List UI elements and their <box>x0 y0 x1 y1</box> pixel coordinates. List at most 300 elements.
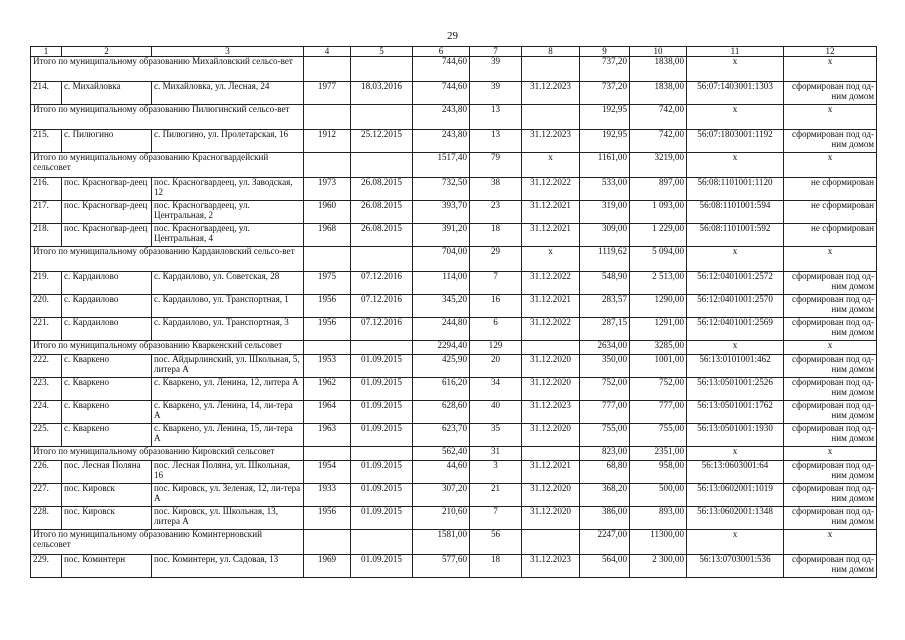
subtotal-row <box>31 153 877 178</box>
resettlement-deadline: 31.12.2023 <box>522 555 580 578</box>
recognition-date: 01.09.2015 <box>351 401 413 424</box>
table-row <box>31 272 877 295</box>
resettlement-cost: 500,00 <box>630 484 687 507</box>
row-number: 226. <box>31 461 62 484</box>
year-built: 1962 <box>304 378 351 401</box>
subtotal-deadline: x <box>522 247 580 272</box>
table-row <box>31 355 877 378</box>
building-address: с. Пилюгино, ул. Пролетарская, 16 <box>152 130 304 153</box>
table-row <box>31 401 877 424</box>
residents-count: 7 <box>470 272 522 295</box>
subtotal-status: x <box>784 247 877 272</box>
building-address: с. Кардаилово, ул. Транспортная, 3 <box>152 318 304 341</box>
settlement-name: с. Кваркено <box>62 355 152 378</box>
building-address: с. Кардаилово, ул. Транспортная, 1 <box>152 295 304 318</box>
resettlement-area: 564,00 <box>580 555 630 578</box>
cadastral-number: 56:12:0401001:2569 <box>687 318 784 341</box>
resettlement-cost: 1291,00 <box>630 318 687 341</box>
building-address: с. Михайловка, ул. Лесная, 24 <box>152 82 304 105</box>
total-area: 210,60 <box>413 507 470 530</box>
empty-cell <box>304 247 351 272</box>
building-address: пос. Красногвардеец, ул. Центральная, 4 <box>152 224 304 247</box>
residents-count: 38 <box>470 178 522 201</box>
subtotal-cost: 11300,00 <box>630 530 687 555</box>
row-number: 227. <box>31 484 62 507</box>
subtotal-cadastral: x <box>687 153 784 178</box>
settlement-name: пос. Красногвар-деец <box>62 201 152 224</box>
table-row <box>31 130 877 153</box>
resettlement-area: 319,00 <box>580 201 630 224</box>
year-built: 1963 <box>304 424 351 447</box>
building-address: с. Кваркено, ул. Ленина, 12, литера А <box>152 378 304 401</box>
subtotal-cadastral: x <box>687 57 784 82</box>
subtotal-people: 129 <box>470 341 522 355</box>
total-area: 307,20 <box>413 484 470 507</box>
subtotal-row <box>31 57 877 82</box>
row-number: 219. <box>31 272 62 295</box>
recognition-date: 26.08.2015 <box>351 201 413 224</box>
table-row <box>31 295 877 318</box>
resettlement-area: 309,00 <box>580 224 630 247</box>
total-area: 391,20 <box>413 224 470 247</box>
resettlement-area: 386,00 <box>580 507 630 530</box>
table-row <box>31 82 877 105</box>
subtotal-row <box>31 341 877 355</box>
settlement-name: с. Кардаилово <box>62 318 152 341</box>
year-built: 1956 <box>304 318 351 341</box>
subtotal-deadline <box>522 57 580 82</box>
subtotal-area: 744,60 <box>413 57 470 82</box>
building-address: пос. Кировск, ул. Зеленая, 12, ли-тера А <box>152 484 304 507</box>
subtotal-area2: 2634,00 <box>580 341 630 355</box>
settlement-name: с. Михайловка <box>62 82 152 105</box>
empty-cell <box>304 530 351 555</box>
building-address: пос. Красногвардеец, ул. Заводская, 12 <box>152 178 304 201</box>
cadastral-number: 56:07:1403001:1303 <box>687 82 784 105</box>
resettlement-deadline: 31.12.2020 <box>522 378 580 401</box>
subtotal-cost: 2351,00 <box>630 447 687 461</box>
land-plot-status: не сформирован <box>784 201 877 224</box>
table-row <box>31 178 877 201</box>
total-area: 732,50 <box>413 178 470 201</box>
settlement-name: пос. Кировск <box>62 507 152 530</box>
year-built: 1973 <box>304 178 351 201</box>
resettlement-deadline: 31.12.2020 <box>522 424 580 447</box>
land-plot-status: сформирован под од-ним домом <box>784 272 877 295</box>
year-built: 1960 <box>304 201 351 224</box>
cadastral-number: 56:13:0501001:1930 <box>687 424 784 447</box>
subtotal-area2: 737,20 <box>580 57 630 82</box>
land-plot-status: сформирован под од-ним домом <box>784 130 877 153</box>
resettlement-cost: 2 300,00 <box>630 555 687 578</box>
recognition-date: 01.09.2015 <box>351 378 413 401</box>
recognition-date: 25.12.2015 <box>351 130 413 153</box>
empty-cell <box>304 153 351 178</box>
resettlement-cost: 958,00 <box>630 461 687 484</box>
cadastral-number: 56:08:1101001:594 <box>687 201 784 224</box>
resettlement-deadline: 31.12.2021 <box>522 461 580 484</box>
column-header: 10 <box>630 47 687 57</box>
year-built: 1969 <box>304 555 351 578</box>
land-plot-status: не сформирован <box>784 178 877 201</box>
year-built: 1964 <box>304 401 351 424</box>
subtotal-cost: 5 094,00 <box>630 247 687 272</box>
resettlement-area: 777,00 <box>580 401 630 424</box>
subtotal-cadastral: x <box>687 105 784 130</box>
empty-cell <box>304 105 351 130</box>
subtotal-deadline: x <box>522 153 580 178</box>
empty-cell <box>304 341 351 355</box>
residents-count: 23 <box>470 201 522 224</box>
residents-count: 20 <box>470 355 522 378</box>
subtotal-people: 56 <box>470 530 522 555</box>
table-row <box>31 318 877 341</box>
table-row <box>31 224 877 247</box>
resettlement-cost: 2 513,00 <box>630 272 687 295</box>
resettlement-cost: 752,00 <box>630 378 687 401</box>
row-number: 220. <box>31 295 62 318</box>
table-row <box>31 461 877 484</box>
row-number: 214. <box>31 82 62 105</box>
row-number: 228. <box>31 507 62 530</box>
resettlement-cost: 742,00 <box>630 130 687 153</box>
building-address: пос. Айдырлинский, ул. Школьная, 5, литера А <box>152 355 304 378</box>
subtotal-people: 29 <box>470 247 522 272</box>
resettlement-area: 283,57 <box>580 295 630 318</box>
residents-count: 34 <box>470 378 522 401</box>
cadastral-number: 56:13:0703001:536 <box>687 555 784 578</box>
resettlement-area: 533,00 <box>580 178 630 201</box>
column-header: 2 <box>62 47 152 57</box>
recognition-date: 07.12.2016 <box>351 295 413 318</box>
land-plot-status: сформирован под од-ним домом <box>784 461 877 484</box>
row-number: 221. <box>31 318 62 341</box>
total-area: 744,60 <box>413 82 470 105</box>
total-area: 393,70 <box>413 201 470 224</box>
cadastral-number: 56:13:0603001:64 <box>687 461 784 484</box>
land-plot-status: сформирован под од-ним домом <box>784 295 877 318</box>
page-number: 29 <box>447 30 458 42</box>
recognition-date: 01.09.2015 <box>351 484 413 507</box>
cadastral-number: 56:12:0401001:2572 <box>687 272 784 295</box>
resettlement-cost: 1 093,00 <box>630 201 687 224</box>
total-area: 628,60 <box>413 401 470 424</box>
empty-cell <box>351 105 413 130</box>
subtotal-deadline <box>522 447 580 461</box>
building-address: пос. Красногвардеец, ул. Центральная, 2 <box>152 201 304 224</box>
column-header: 3 <box>152 47 304 57</box>
subtotal-people: 79 <box>470 153 522 178</box>
table-body <box>31 57 877 578</box>
year-built: 1977 <box>304 82 351 105</box>
total-area: 114,00 <box>413 272 470 295</box>
subtotal-cadastral: x <box>687 447 784 461</box>
residents-count: 21 <box>470 484 522 507</box>
subtotal-area2: 1161,00 <box>580 153 630 178</box>
settlement-name: с. Кваркено <box>62 378 152 401</box>
column-header: 7 <box>470 47 522 57</box>
total-area: 345,20 <box>413 295 470 318</box>
subtotal-cost: 742,00 <box>630 105 687 130</box>
resettlement-area: 752,00 <box>580 378 630 401</box>
total-area: 244,80 <box>413 318 470 341</box>
cadastral-number: 56:08:1101001:592 <box>687 224 784 247</box>
subtotal-deadline <box>522 341 580 355</box>
recognition-date: 01.09.2015 <box>351 424 413 447</box>
settlement-name: с. Пилюгино <box>62 130 152 153</box>
resettlement-area: 350,00 <box>580 355 630 378</box>
resettlement-deadline: 31.12.2021 <box>522 224 580 247</box>
subtotal-status: x <box>784 447 877 461</box>
year-built: 1956 <box>304 507 351 530</box>
subtotal-area: 243,80 <box>413 105 470 130</box>
resettlement-deadline: 31.12.2022 <box>522 178 580 201</box>
resettlement-deadline: 31.12.2020 <box>522 484 580 507</box>
building-address: пос. Лесная Поляна, ул. Школьная, 16 <box>152 461 304 484</box>
subtotal-people: 13 <box>470 105 522 130</box>
land-plot-status: сформирован под од-ним домом <box>784 401 877 424</box>
cadastral-number: 56:13:0602001:1348 <box>687 507 784 530</box>
cadastral-number: 56:13:0501001:1762 <box>687 401 784 424</box>
resettlement-deadline: 31.12.2022 <box>522 318 580 341</box>
cadastral-number: 56:08:1101001:1120 <box>687 178 784 201</box>
total-area: 616,20 <box>413 378 470 401</box>
column-header: 4 <box>304 47 351 57</box>
residents-count: 6 <box>470 318 522 341</box>
settlement-name: с. Кваркено <box>62 424 152 447</box>
empty-cell <box>351 341 413 355</box>
land-plot-status: сформирован под од-ним домом <box>784 378 877 401</box>
subtotal-deadline <box>522 105 580 130</box>
column-header: 5 <box>351 47 413 57</box>
row-number: 225. <box>31 424 62 447</box>
cadastral-number: 56:12:0401001:2570 <box>687 295 784 318</box>
resettlement-area: 737,20 <box>580 82 630 105</box>
settlement-name: с. Кардаилово <box>62 295 152 318</box>
settlement-name: с. Кваркено <box>62 401 152 424</box>
empty-cell <box>351 247 413 272</box>
empty-cell <box>351 153 413 178</box>
subtotal-cadastral: x <box>687 247 784 272</box>
column-header: 11 <box>687 47 784 57</box>
subtotal-label: Итого по муниципальному образованию Коминтерновский сельсовет <box>31 530 304 555</box>
subtotal-label: Итого по муниципальному образованию Кваркенский сельсовет <box>31 341 304 355</box>
resettlement-cost: 1290,00 <box>630 295 687 318</box>
recognition-date: 01.09.2015 <box>351 355 413 378</box>
year-built: 1933 <box>304 484 351 507</box>
subtotal-row <box>31 447 877 461</box>
land-plot-status: сформирован под од-ним домом <box>784 424 877 447</box>
settlement-name: пос. Кировск <box>62 484 152 507</box>
land-plot-status: сформирован под од-ним домом <box>784 82 877 105</box>
residents-count: 35 <box>470 424 522 447</box>
row-number: 217. <box>31 201 62 224</box>
subtotal-area2: 1119,62 <box>580 247 630 272</box>
table-row <box>31 201 877 224</box>
row-number: 218. <box>31 224 62 247</box>
land-plot-status: сформирован под од-ним домом <box>784 555 877 578</box>
land-plot-status: сформирован под од-ним домом <box>784 484 877 507</box>
table-row <box>31 378 877 401</box>
subtotal-cost: 3219,00 <box>630 153 687 178</box>
residents-count: 39 <box>470 82 522 105</box>
empty-cell <box>304 447 351 461</box>
year-built: 1975 <box>304 272 351 295</box>
column-number-row <box>31 47 877 57</box>
building-address: пос. Кировск, ул. Школьная, 13, литера А <box>152 507 304 530</box>
subtotal-status: x <box>784 341 877 355</box>
resettlement-area: 755,00 <box>580 424 630 447</box>
row-number: 215. <box>31 130 62 153</box>
residents-count: 18 <box>470 224 522 247</box>
building-address: с. Кардаилово, ул. Советская, 28 <box>152 272 304 295</box>
resettlement-deadline: 31.12.2021 <box>522 201 580 224</box>
subtotal-cadastral: x <box>687 341 784 355</box>
cadastral-number: 56:13:0101001:462 <box>687 355 784 378</box>
subtotal-area: 562,40 <box>413 447 470 461</box>
cadastral-number: 56:13:0501001:2526 <box>687 378 784 401</box>
total-area: 623,70 <box>413 424 470 447</box>
subtotal-area: 1517,40 <box>413 153 470 178</box>
resettlement-cost: 755,00 <box>630 424 687 447</box>
resettlement-deadline: 31.12.2020 <box>522 355 580 378</box>
land-plot-status: не сформирован <box>784 224 877 247</box>
resettlement-cost: 1 229,00 <box>630 224 687 247</box>
land-plot-status: сформирован под од-ним домом <box>784 318 877 341</box>
subtotal-row <box>31 247 877 272</box>
year-built: 1912 <box>304 130 351 153</box>
subtotal-label: Итого по муниципальному образованию Михайловский сельсо-вет <box>31 57 304 82</box>
subtotal-cost: 3285,00 <box>630 341 687 355</box>
land-plot-status: сформирован под од-ним домом <box>784 355 877 378</box>
subtotal-cadastral: x <box>687 530 784 555</box>
subtotal-area: 2294,40 <box>413 341 470 355</box>
total-area: 577,60 <box>413 555 470 578</box>
resettlement-area: 548,90 <box>580 272 630 295</box>
recognition-date: 01.09.2015 <box>351 507 413 530</box>
subtotal-row <box>31 105 877 130</box>
year-built: 1968 <box>304 224 351 247</box>
subtotal-row <box>31 530 877 555</box>
year-built: 1956 <box>304 295 351 318</box>
row-number: 222. <box>31 355 62 378</box>
total-area: 243,80 <box>413 130 470 153</box>
subtotal-people: 39 <box>470 57 522 82</box>
row-number: 216. <box>31 178 62 201</box>
subtotal-area2: 2247,00 <box>580 530 630 555</box>
resettlement-area: 68,80 <box>580 461 630 484</box>
settlement-name: пос. Коминтерн <box>62 555 152 578</box>
total-area: 425,90 <box>413 355 470 378</box>
residents-count: 7 <box>470 507 522 530</box>
year-built: 1954 <box>304 461 351 484</box>
row-number: 223. <box>31 378 62 401</box>
resettlement-deadline: 31.12.2021 <box>522 295 580 318</box>
resettlement-deadline: 31.12.2020 <box>522 507 580 530</box>
settlement-name: пос. Красногвар-деец <box>62 178 152 201</box>
land-plot-status: сформирован под од-ним домом <box>784 507 877 530</box>
residents-count: 16 <box>470 295 522 318</box>
resettlement-deadline: 31.12.2023 <box>522 401 580 424</box>
recognition-date: 18.03.2016 <box>351 82 413 105</box>
resettlement-area: 192,95 <box>580 130 630 153</box>
subtotal-status: x <box>784 57 877 82</box>
building-address: пос. Коминтерн, ул. Садовая, 13 <box>152 555 304 578</box>
empty-cell <box>351 530 413 555</box>
subtotal-status: x <box>784 105 877 130</box>
cadastral-number: 56:07:1803001:1192 <box>687 130 784 153</box>
table-row <box>31 507 877 530</box>
resettlement-deadline: 31.12.2022 <box>522 272 580 295</box>
cadastral-number: 56:13:0602001:1019 <box>687 484 784 507</box>
table-row <box>31 424 877 447</box>
resettlement-cost: 1001,00 <box>630 355 687 378</box>
subtotal-area: 1581,00 <box>413 530 470 555</box>
resettlement-deadline: 31.12.2023 <box>522 130 580 153</box>
column-header: 8 <box>522 47 580 57</box>
recognition-date: 07.12.2016 <box>351 272 413 295</box>
resettlement-cost: 893,00 <box>630 507 687 530</box>
column-header: 9 <box>580 47 630 57</box>
housing-registry-table <box>30 46 877 578</box>
residents-count: 3 <box>470 461 522 484</box>
column-header: 6 <box>413 47 470 57</box>
subtotal-people: 31 <box>470 447 522 461</box>
residents-count: 18 <box>470 555 522 578</box>
subtotal-deadline <box>522 530 580 555</box>
table-row <box>31 484 877 507</box>
subtotal-status: x <box>784 530 877 555</box>
building-address: с. Кваркено, ул. Ленина, 15, ли-тера А <box>152 424 304 447</box>
resettlement-area: 287,15 <box>580 318 630 341</box>
row-number: 224. <box>31 401 62 424</box>
column-header: 12 <box>784 47 877 57</box>
subtotal-area: 704,00 <box>413 247 470 272</box>
building-address: с. Кваркено, ул. Ленина, 14, ли-тера А <box>152 401 304 424</box>
table-row <box>31 555 877 578</box>
recognition-date: 07.12.2016 <box>351 318 413 341</box>
settlement-name: с. Кардаилово <box>62 272 152 295</box>
recognition-date: 26.08.2015 <box>351 178 413 201</box>
resettlement-cost: 897,00 <box>630 178 687 201</box>
subtotal-cost: 1838,00 <box>630 57 687 82</box>
empty-cell <box>351 447 413 461</box>
total-area: 44,60 <box>413 461 470 484</box>
subtotal-status: x <box>784 153 877 178</box>
row-number: 229. <box>31 555 62 578</box>
subtotal-label: Итого по муниципальному образованию Пилюгинский сельсо-вет <box>31 105 304 130</box>
resettlement-area: 368,20 <box>580 484 630 507</box>
recognition-date: 01.09.2015 <box>351 555 413 578</box>
column-header: 1 <box>31 47 62 57</box>
resettlement-cost: 1838,00 <box>630 82 687 105</box>
subtotal-area2: 823,00 <box>580 447 630 461</box>
residents-count: 40 <box>470 401 522 424</box>
resettlement-cost: 777,00 <box>630 401 687 424</box>
subtotal-label: Итого по муниципальному образованию Кардаиловский сельсо-вет <box>31 247 304 272</box>
subtotal-label: Итого по муниципальному образованию Кировский сельсовет <box>31 447 304 461</box>
residents-count: 13 <box>470 130 522 153</box>
year-built: 1953 <box>304 355 351 378</box>
settlement-name: пос. Лесная Поляна <box>62 461 152 484</box>
settlement-name: пос. Красногвар-деец <box>62 224 152 247</box>
empty-cell <box>351 57 413 82</box>
empty-cell <box>304 57 351 82</box>
recognition-date: 26.08.2015 <box>351 224 413 247</box>
resettlement-deadline: 31.12.2023 <box>522 82 580 105</box>
subtotal-label: Итого по муниципальному образованию Красногвардейский сельсовет <box>31 153 304 178</box>
subtotal-area2: 192,95 <box>580 105 630 130</box>
